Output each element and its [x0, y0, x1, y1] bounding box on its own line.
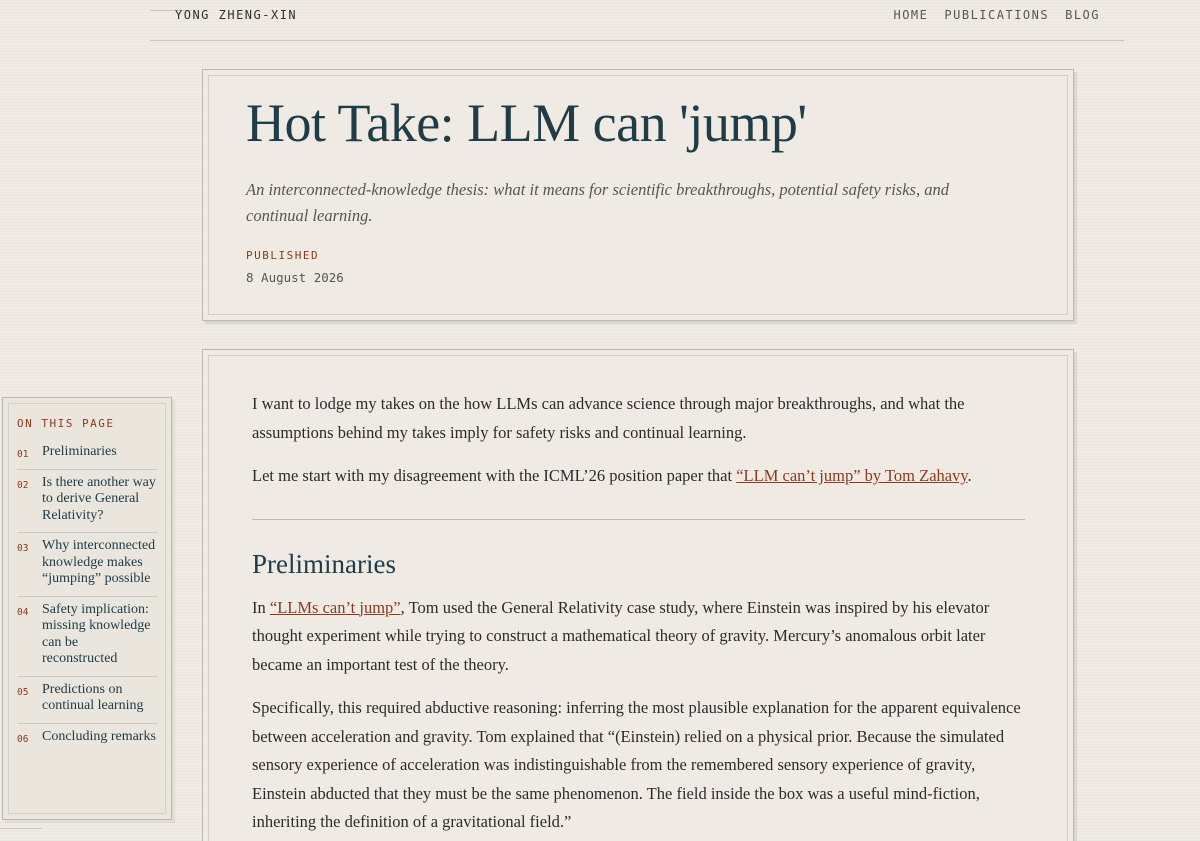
published-label: PUBLISHED [246, 249, 320, 262]
toc-item-label[interactable]: Why interconnected knowledge makes “jumping” possible [42, 538, 156, 586]
top-bar [150, 0, 1124, 41]
toc-item-number: 06 [17, 733, 29, 745]
toc-item-label[interactable]: Preliminaries [42, 444, 117, 459]
position-paper-link[interactable]: “LLM can’t jump” by Tom Zahavy [736, 466, 968, 485]
section-divider [252, 519, 1025, 520]
published-date: 8 August 2026 [246, 270, 344, 285]
toc-item-number: 05 [17, 686, 29, 698]
intro-paragraph-2 [252, 462, 1025, 491]
toc-item-continual-learning[interactable] [17, 677, 157, 724]
toc-item-number: 01 [17, 449, 29, 460]
table-of-contents [2, 397, 172, 820]
decorative-line [0, 828, 42, 829]
post-body-card [202, 349, 1074, 841]
llms-cant-jump-link[interactable]: “LLMs can’t jump” [269, 597, 401, 617]
site-brand-link[interactable]: YONG ZHENG-XIN [175, 8, 298, 22]
toc-item-number: 04 [17, 606, 29, 618]
toc-list [17, 439, 157, 753]
toc-heading: ON THIS PAGE [17, 417, 115, 430]
toc-item-number: 02 [17, 479, 29, 491]
body-paragraph [252, 594, 1025, 680]
post-subtitle: An interconnected-knowledge thesis: what it means for scientific breakthroughs, potential safety risks, and continual learning. [246, 180, 949, 225]
intro-paragraph: I want to lodge my takes on the how LLMs can advance science through major breakthroughs, and what the assumptions behind my takes imply for safety risks and continual learning. [252, 394, 965, 442]
text-span: Let me start with my disagreement with the ICML’26 position paper that [252, 466, 737, 485]
nav-publications-link[interactable]: PUBLICATIONS [944, 8, 1050, 22]
text-span: , Tom used the General Relativity case study, where Einstein was inspired by his elevator thought experiment while trying to construct a mathematical theory of gravity. Mercury’s anomalous orbit later became an important test of the theory. [252, 597, 990, 674]
post-title: Hot Take: LLM can 'jump' [246, 93, 807, 153]
article-content [252, 390, 1025, 841]
nav-home-link[interactable]: HOME [893, 8, 929, 22]
toc-item-number: 03 [17, 543, 29, 554]
toc-item-label[interactable]: Concluding remarks [42, 728, 156, 744]
toc-item-interconnected-knowledge[interactable] [17, 533, 157, 597]
text-span: In [252, 597, 270, 617]
toc-item-preliminaries[interactable] [17, 439, 157, 470]
toc-item-label[interactable]: Safety implication: missing knowledge can be reconstructed [42, 601, 151, 666]
toc-item-label[interactable]: Predictions on continual learning [42, 681, 144, 713]
main-nav [893, 8, 1100, 22]
post-header-card [202, 69, 1074, 321]
text-span: . [967, 466, 972, 485]
toc-item-safety-implication[interactable] [17, 597, 157, 677]
toc-item-label[interactable]: Is there another way to derive General Relativity? [42, 474, 156, 523]
toc-item-general-relativity[interactable] [17, 470, 157, 534]
toc-item-concluding-remarks[interactable] [17, 724, 157, 754]
section-heading-preliminaries: Preliminaries [252, 548, 396, 579]
body-paragraph: Specifically, this required abductive reasoning: inferring the most plausible explanation for the apparent equivalence between acceleration and gravity. Tom explained that “(Einstein) relied on a physical prior. Because the simulated sensory experience of acceleration was indistinguishable from the remembered sensory experience of gravity, Einstein abducted that they must be the same phenomenon. The field inside the box was a useful mind-fiction, inheriting the definition of a gravitational field.” [252, 698, 1021, 831]
nav-blog-link[interactable]: BLOG [1065, 8, 1100, 22]
